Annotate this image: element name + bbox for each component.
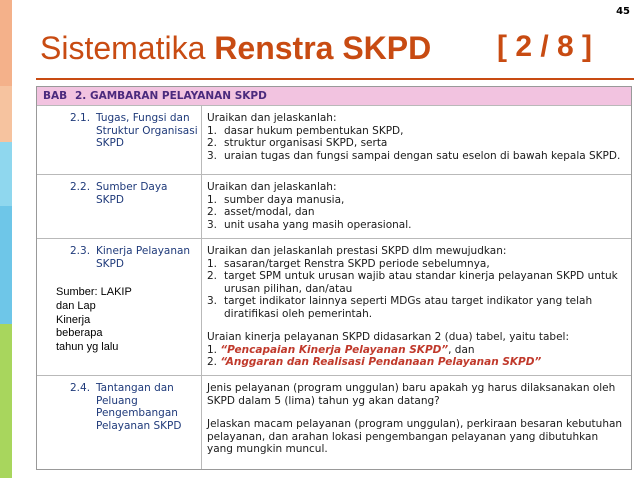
paragraph: Jenis pelayanan (program unggulan) baru apakah yg harus dilaksanakan oleh SKPD dalam 5 (lima) tahun yg akan datang? bbox=[207, 382, 616, 407]
bab-header bbox=[37, 87, 631, 106]
section-content bbox=[207, 181, 627, 231]
section-label-line: SKPD bbox=[96, 257, 124, 270]
section-label-line: Kinerja Pelayanan bbox=[96, 245, 191, 257]
table-reference: 2. “Anggaran dan Realisasi Pendanaan Pelayanan SKPD” bbox=[207, 356, 542, 368]
list-item: 2. asset/modal, dan bbox=[207, 206, 315, 218]
section-content bbox=[207, 382, 627, 456]
side-band-green bbox=[0, 324, 12, 478]
list-item: 3. uraian tugas dan fungsi sampai dengan satu eselon di bawah kepala SKPD. bbox=[207, 149, 621, 162]
section-label bbox=[96, 112, 200, 150]
list-item: 1. dasar hukum pembentukan SKPD, bbox=[207, 124, 404, 137]
section-intro: Uraikan dan jelaskanlah: bbox=[207, 112, 337, 124]
paragraph: Jelaskan macam pelayanan (program unggulan), perkiraan besaran kebutuhan pelayanan, dan arahan lokasi pengembangan pelayanan yang dibutuhkan yang mungkin muncul. bbox=[207, 418, 623, 455]
section-row-2-4 bbox=[37, 376, 631, 469]
section-label-line: Tugas, Fungsi dan bbox=[96, 112, 190, 124]
section-intro: Uraikan dan jelaskanlah: bbox=[207, 181, 337, 193]
list-item: 2. struktur organisasi SKPD, serta bbox=[207, 137, 388, 149]
section-intro: Uraikan dan jelaskanlah prestasi SKPD dlm mewujudkan: bbox=[207, 245, 507, 257]
section-number: 2.1. bbox=[70, 112, 91, 124]
section-label-line: Tantangan dan bbox=[96, 382, 174, 394]
section-number: 2.2. bbox=[70, 181, 91, 193]
list-item: 3. target indikator lainnya seperti MDGs atau target indikator yang telah diratifikasi oleh pemerintah. bbox=[207, 295, 593, 320]
list-item: 3. unit usaha yang masih operasional. bbox=[207, 218, 412, 231]
side-band-orange bbox=[0, 0, 12, 86]
source-note-line: Kinerja bbox=[56, 313, 91, 326]
side-band-peach bbox=[0, 86, 12, 142]
slide-title bbox=[40, 30, 431, 67]
section-label-line: Pelayanan SKPD bbox=[96, 419, 182, 432]
section-label-line: SKPD bbox=[96, 193, 124, 206]
section-label bbox=[96, 181, 200, 206]
section-content bbox=[207, 112, 627, 162]
source-note bbox=[56, 286, 156, 355]
section-label-line: Struktur Organisasi bbox=[96, 124, 198, 137]
side-band-blue bbox=[0, 206, 12, 324]
section-content bbox=[207, 245, 627, 369]
slide-title-normal: Sistematika bbox=[40, 30, 206, 66]
bab-code: BAB bbox=[43, 90, 68, 102]
section-label bbox=[96, 245, 200, 270]
side-band-light-blue bbox=[0, 142, 12, 206]
bab-title: 2. GAMBARAN PELAYANAN SKPD bbox=[75, 90, 267, 102]
section-label-line: SKPD bbox=[96, 137, 124, 149]
page-number: 45 bbox=[616, 6, 630, 17]
section-label-line: Sumber Daya bbox=[96, 181, 168, 193]
document-excerpt bbox=[36, 86, 632, 470]
tables-intro: Uraian kinerja pelayanan SKPD didasarkan 2 (dua) tabel, yaitu tabel: bbox=[207, 331, 570, 343]
section-number: 2.3. bbox=[70, 245, 91, 257]
section-row-2-1 bbox=[37, 106, 631, 175]
list-item: 1. sumber daya manusia, bbox=[207, 193, 345, 206]
section-label-line: Peluang bbox=[96, 394, 138, 407]
section-number: 2.4. bbox=[70, 382, 91, 394]
section-row-2-2 bbox=[37, 175, 631, 239]
section-label-line: Pengembangan bbox=[96, 407, 178, 419]
source-note-line: dan Lap bbox=[56, 299, 96, 312]
source-note-line: beberapa bbox=[56, 327, 103, 340]
section-label bbox=[96, 382, 200, 432]
slide-title-bold: Renstra SKPD bbox=[214, 30, 432, 66]
table-reference: 1. “Pencapaian Kinerja Pelayanan SKPD”, dan bbox=[207, 343, 475, 356]
title-divider bbox=[36, 78, 634, 80]
source-note-line: Sumber: LAKIP bbox=[56, 286, 132, 298]
slide-counter: [ 2 / 8 ] bbox=[497, 30, 593, 63]
source-note-line: tahun yg lalu bbox=[56, 341, 119, 354]
list-item: 2. target SPM untuk urusan wajib atau standar kinerja pelayanan SKPD untuk urusan pilihan, dan/atau bbox=[207, 270, 618, 295]
list-item: 1. sasaran/target Renstra SKPD periode sebelumnya, bbox=[207, 257, 490, 270]
